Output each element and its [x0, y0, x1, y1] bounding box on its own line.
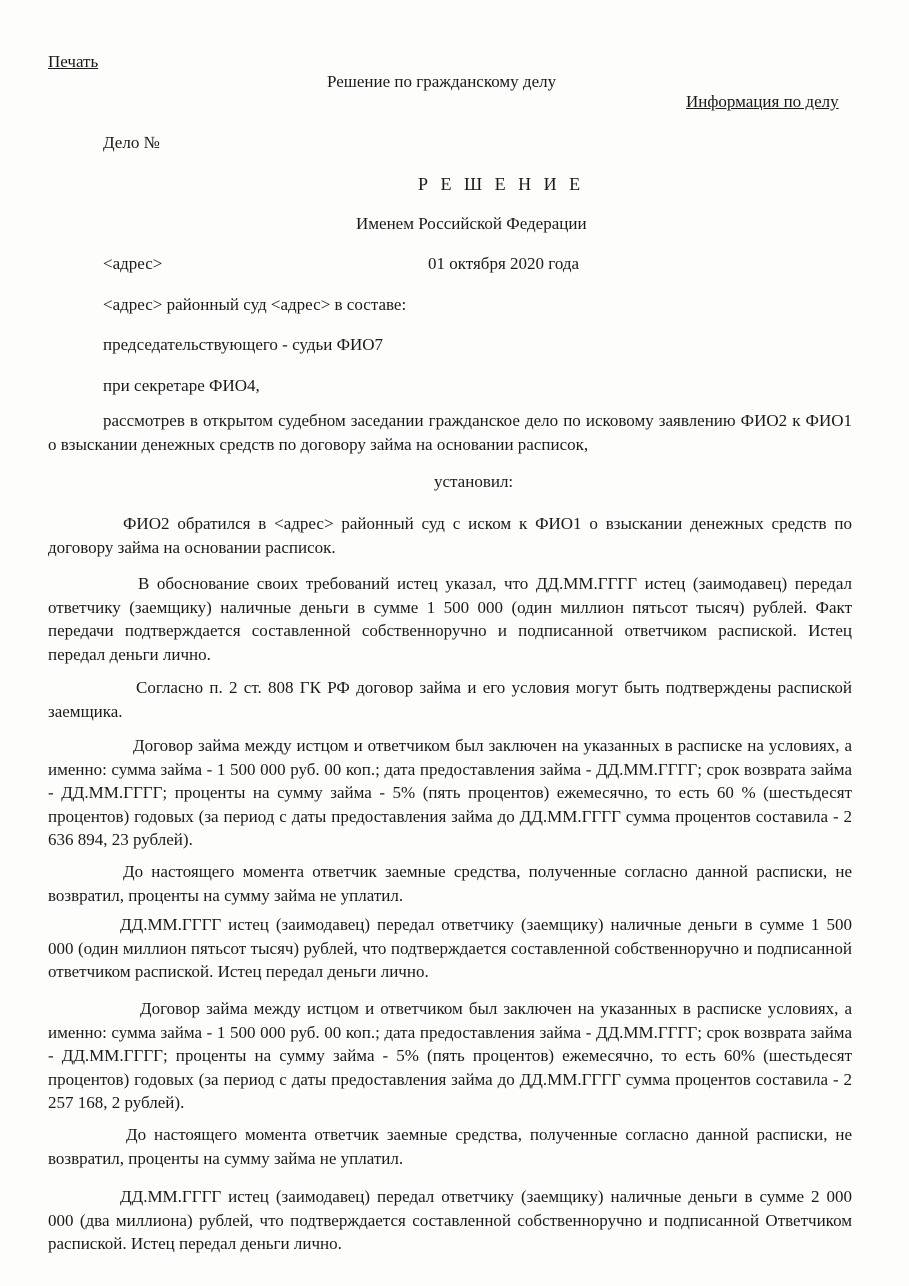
document-heading: Решение по гражданскому делу: [327, 72, 557, 91]
paragraph-9: ДД.ММ.ГГГГ истец (заимодавец) передал ответчику (заемщику) наличные деньги в сумме 2 000 000 (два миллиона) рублей, что подтверждается составленной собственноручно и подписанной Ответчиком распиской. Истец передал деньги лично.: [48, 1187, 852, 1253]
case-number: Дело №: [103, 133, 160, 152]
place: <адрес>: [103, 254, 163, 273]
document-subtitle: Именем Российской Федерации: [356, 214, 587, 233]
decision-date: 01 октября 2020 года: [428, 254, 580, 273]
established-label: установил:: [434, 472, 514, 491]
print-link[interactable]: Печать: [48, 52, 99, 71]
case-info-link[interactable]: Информация по делу: [686, 92, 839, 111]
paragraph-2: В обоснование своих требований истец указал, что ДД.ММ.ГГГГ истец (заимодавец) передал ответчику (заемщику) наличные деньги в сумме 1 500 000 (один миллион пятьсот тысяч) рублей. Факт передачи подтверждается составленной собственноручно и подписанной ответчиком распиской. Истец передал деньги лично.: [48, 574, 852, 664]
paragraph-1: ФИО2 обратился в <адрес> районный суд с иском к ФИО1 о взыскании денежных средств по договору займа на основании расписок.: [48, 514, 852, 557]
paragraph-5: До настоящего момента ответчик заемные средства, полученные согласно данной расписки, не возвратил, проценты на сумму займа не уплатил.: [48, 862, 852, 905]
secretary-line: при секретаре ФИО4,: [103, 376, 260, 395]
considering-paragraph: рассмотрев в открытом судебном заседании гражданское дело по исковому заявлению ФИО2 к ФИО1 о взыскании денежных средств по договору займа на основании расписок,: [48, 411, 852, 454]
paragraph-8: До настоящего момента ответчик заемные средства, полученные согласно данной расписки, не возвратил, проценты на сумму займа не уплатил.: [48, 1125, 852, 1168]
paragraph-6: ДД.ММ.ГГГГ истец (заимодавец) передал ответчику (заемщику) наличные деньги в сумме 1 500 000 (один миллион пятьсот тысяч) рублей, что подтверждается составленной собственноручно и подписанной ответчиком распиской. Истец передал деньги лично.: [48, 915, 852, 981]
document-title: Р Е Ш Е Н И Е: [418, 174, 585, 194]
judge-line: председательствующего - судьи ФИО7: [103, 335, 384, 354]
paragraph-3: Согласно п. 2 ст. 808 ГК РФ договор займа и его условия могут быть подтверждены распиской заемщика.: [48, 678, 852, 721]
paragraph-4: Договор займа между истцом и ответчиком был заключен на указанных в расписке на условиях, а именно: сумма займа - 1 500 000 руб. 00 коп.; дата предоставления займа - ДД.ММ.ГГГГ; срок возврата займа - ДД.ММ.ГГГГ; проценты на сумму займа - 5% (пять процентов) ежемесячно, то есть 60 % (шестьдесят процентов) годовых (за период с даты предоставления займа до ДД.ММ.ГГГГ сумма процентов составила - 2 636 894, 23 рублей).: [48, 736, 852, 849]
court-line: <адрес> районный суд <адрес> в составе:: [103, 295, 407, 314]
paragraph-7: Договор займа между истцом и ответчиком был заключен на указанных в расписке условиях, а именно: сумма займа - 1 500 000 руб. 00 коп.; дата предоставления займа - ДД.ММ.ГГГГ; срок возврата займа - ДД.ММ.ГГГГ; проценты на сумму займа - 5% (пять процентов) ежемесячно, то есть 60% (шестьдесят процентов) годовых (за период с даты предоставления займа до ДД.ММ.ГГГГ сумма процентов составила - 2 257 168, 2 рублей).: [48, 999, 852, 1112]
